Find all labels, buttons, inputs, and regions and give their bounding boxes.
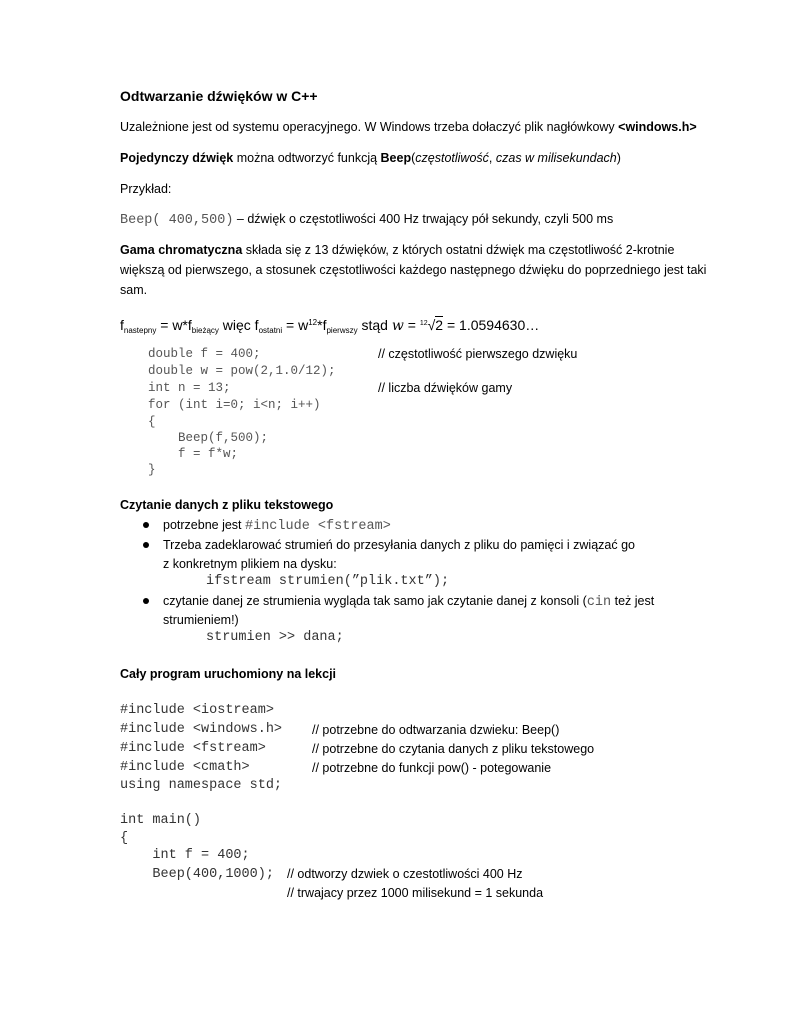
formula-sub: bieżący bbox=[191, 326, 219, 335]
section-heading: Czytanie danych z pliku tekstowego bbox=[120, 498, 334, 512]
paragraph-single-sound bbox=[120, 149, 621, 167]
paragraph-system-dependency bbox=[120, 118, 697, 136]
bullet-item bbox=[163, 516, 391, 536]
root-index: 12 bbox=[419, 320, 428, 327]
bullet-item-line2: z konkretnym plikiem na dysku: bbox=[163, 557, 337, 571]
inline-code: #include <fstream> bbox=[245, 519, 391, 534]
term-single-sound: Pojedynczy dźwięk bbox=[120, 151, 234, 165]
formula-text: więc f bbox=[218, 317, 259, 333]
bullet-text: czytanie danej ze strumienia wygląda tak samo jak czytanie danej z konsoli ( bbox=[163, 594, 587, 608]
code-comment: // potrzebne do funkcji pow() - potegowanie bbox=[312, 761, 552, 775]
code-line: int main() bbox=[120, 813, 202, 828]
bullet-text: też jest bbox=[611, 594, 655, 608]
formula-sub: nastepny bbox=[123, 326, 157, 335]
paragraph-text: Uzależnione jest od systemu operacyjnego. W Windows trzeba dołaczyć plik nagłówkowy bbox=[120, 120, 619, 134]
code-line: { bbox=[120, 831, 129, 846]
paragraph-chromatic-scale bbox=[120, 241, 674, 259]
separator: , bbox=[488, 151, 496, 165]
bullet-item bbox=[163, 592, 654, 612]
code-line: strumien >> dana; bbox=[206, 630, 344, 645]
bullet-icon bbox=[143, 542, 149, 548]
bullet-text: potrzebne jest bbox=[163, 518, 245, 532]
root-argument: 2 bbox=[435, 317, 444, 333]
paragraph-chromatic-scale-line3: sam. bbox=[120, 283, 148, 297]
code-line: double w = pow(2,1.0/12); bbox=[148, 364, 336, 378]
code-line: ifstream strumien(”plik.txt”); bbox=[206, 574, 450, 589]
code-line: int n = 13; bbox=[148, 381, 231, 395]
code-comment: // potrzebne do czytania danych z pliku tekstowego bbox=[312, 742, 595, 756]
code-comment: // trwajacy przez 1000 milisekund = 1 sekunda bbox=[287, 886, 544, 900]
arg-frequency: częstotliwość bbox=[415, 151, 489, 165]
code-line: { bbox=[148, 415, 156, 429]
formula-eq: = w bbox=[282, 317, 309, 333]
code-line: for (int i=0; i<n; i++) bbox=[148, 398, 321, 412]
example-code: Beep( 400,500) bbox=[120, 213, 234, 228]
formula-eq: *f bbox=[317, 317, 327, 333]
code-comment: // liczba dźwięków gamy bbox=[378, 381, 513, 395]
code-line: Beep(400,1000); bbox=[120, 867, 274, 882]
code-comment: // częstotliwość pierwszego dzwięku bbox=[378, 347, 578, 361]
code-line: #include <windows.h> bbox=[120, 722, 283, 737]
code-comment: // potrzebne do odtwarzania dzwieku: Beep() bbox=[312, 723, 560, 737]
bullet-icon bbox=[143, 522, 149, 528]
code-comment: // odtworzy dzwiek o czestotliwości 400 Hz bbox=[287, 867, 523, 881]
paragraph-chromatic-scale-line2: większą od pierwszego, a stosunek częstotliwości każdego następnego dźwięku do poprzedniego jest taki bbox=[120, 263, 707, 277]
arg-duration: czas w milisekundach bbox=[495, 151, 617, 165]
paren-close: ) bbox=[616, 151, 621, 165]
example-label: Przykład: bbox=[120, 182, 172, 196]
formula-w: w bbox=[391, 318, 404, 334]
paren-open: ( bbox=[411, 151, 416, 165]
formula-eq: = bbox=[403, 317, 420, 333]
bullet-item-line2: strumieniem!) bbox=[163, 613, 239, 627]
formula-result: = 1.0594630… bbox=[443, 317, 540, 333]
code-line: double f = 400; bbox=[148, 347, 261, 361]
page-title: Odtwarzanie dźwięków w C++ bbox=[120, 88, 318, 104]
paragraph-text: można odtworzyć funkcją bbox=[233, 151, 381, 165]
formula-f: f bbox=[120, 317, 124, 333]
code-line: Beep(f,500); bbox=[148, 431, 269, 445]
function-name: Beep bbox=[380, 151, 412, 165]
example-description: – dźwięk o częstotliwości 400 Hz trwający pół sekundy, czyli 500 ms bbox=[233, 212, 614, 226]
bullet-item: Trzeba zadeklarować strumień do przesyłania danych z pliku do pamięci i związać go bbox=[163, 538, 635, 552]
example-line bbox=[120, 210, 613, 230]
code-line: using namespace std; bbox=[120, 778, 283, 793]
header-file-name: <windows.h> bbox=[618, 120, 697, 134]
inline-code: cin bbox=[586, 595, 612, 610]
formula-sub: ostatni bbox=[258, 326, 283, 335]
code-line: #include <cmath> bbox=[120, 760, 250, 775]
radical-sign: √ bbox=[427, 317, 436, 333]
bullet-icon bbox=[143, 598, 149, 604]
formula-sub: pierwszy bbox=[326, 326, 358, 335]
formula-sup: 12 bbox=[308, 318, 318, 327]
formula-text: stąd bbox=[357, 317, 392, 333]
paragraph-text: składa się z 13 dźwięków, z których ostatni dźwięk ma częstotliwość 2-krotnie bbox=[242, 243, 675, 257]
term-chromatic-scale: Gama chromatyczna bbox=[120, 243, 243, 257]
code-line: } bbox=[148, 463, 156, 477]
code-line: int f = 400; bbox=[120, 848, 250, 863]
code-line: f = f*w; bbox=[148, 447, 239, 461]
code-line: #include <fstream> bbox=[120, 741, 266, 756]
code-line: #include <iostream> bbox=[120, 703, 274, 718]
formula-eq: = w*f bbox=[156, 317, 192, 333]
section-heading: Cały program uruchomiony na lekcji bbox=[120, 667, 337, 681]
formula-line bbox=[120, 313, 539, 341]
